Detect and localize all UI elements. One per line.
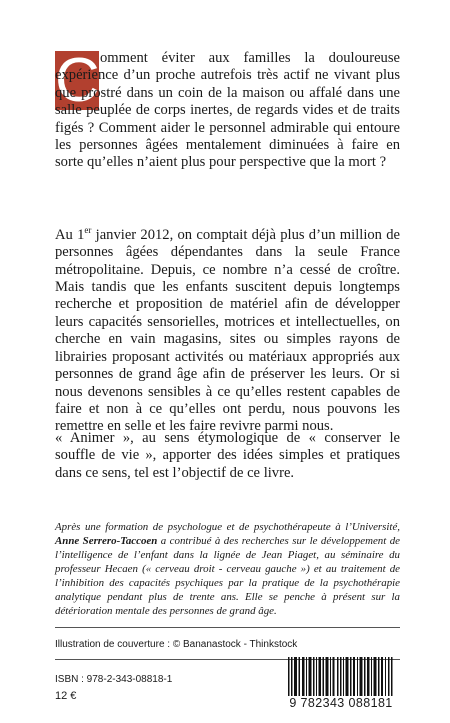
ordinal-superscript: er [84, 225, 92, 235]
price: 12 € [55, 690, 77, 702]
author-name: Anne Serrero-Taccoen [55, 535, 158, 547]
isbn: ISBN : 978-2-343-08818-1 [55, 674, 173, 685]
divider-top [55, 627, 400, 628]
author-biography [55, 520, 400, 618]
statistics-paragraph [55, 222, 400, 436]
statistics-text: janvier 2012, on comptait déjà plus d’un million de personnes âgées dépendantes dans la seule France métropolitaine. Depuis, ce nombre n’a cessé de croître. Mais tandis que les enfants suscitent depuis longtemps recherche et proposition de matériel afin de développer leurs capacités sensorielles, motrices et intellectuelles, on cherche en vain magasins, sites ou simples rayons de librairies proposant activités ou matériaux appropriés aux personnes de grand âge afin de préserver les leurs. Or si nous devenons sensibles à ce qu’elles restent capables de faire et non à ce qu’elles ont perdu, nous pouvons les remettre en selle et les faire revivre parmi nous. [55, 226, 400, 435]
bio-intro: Après une formation de psychologue et de psychothérapeute à l’Université, [55, 521, 400, 533]
intro-paragraph [55, 46, 400, 172]
intro-text: omment éviter aux familles la douloureuse expérience d’un proche autrefois très actif ne vivant plus que prostré dans un coin de la maison ou affalé dans une salle peuplée de corps inertes, de regards vides et de traits figés ? Comment aider le personnel admirable qui entoure les personnes âgées mentalement diminuées à faire en sorte qu’elles n’aient plus pour perspective que la mort ? [55, 50, 400, 171]
drop-cap: C [55, 46, 100, 115]
barcode-digits: 9 782343 088181 [280, 696, 402, 710]
cover-credit: Illustration de couverture : © Bananastock - Thinkstock [55, 639, 298, 650]
bio-rest: a contribué à des recherches sur le développement de l’intelligence de l’enfant dans la lignée de Jean Piaget, au séminaire du professeur Hecaen (« cerveau droit - cerveau gauche ») et au traitement de l’inhibition des capacités psychiques par la pratique de la psychothérapie analytique pendant plus de trente ans. Elle se penche à présent sur la détérioration mentale des personnes de grand âge. [55, 535, 400, 617]
objective-paragraph: « Animer », au sens étymologique de « conserver le souffle de vie », apporter des idées simples et pratiques dans ce sens, tel est l’objectif de ce livre. [55, 430, 400, 481]
date-prefix: Au 1 [55, 226, 85, 243]
